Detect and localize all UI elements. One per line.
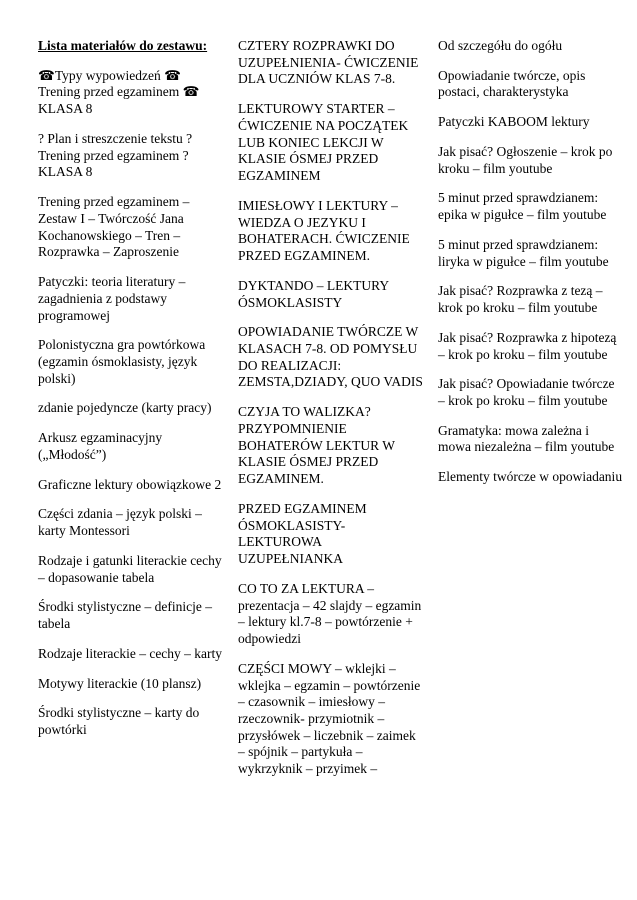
list-item: Jak pisać? Rozprawka z tezą – krok po kroku – film youtube <box>438 283 603 316</box>
list-item: LEKTUROWY STARTER – ĆWICZENIE NA POCZĄTEK LUB KONIEC LEKCJI W KLASIE ÓSMEJ PRZED EGZAMINEM <box>238 101 409 184</box>
list-item: CZYJA TO WALIZKA? PRZYPOMNIENIE BOHATERÓW LEKTUR W KLASIE ÓSMEJ PRZED EGZAMINEM. <box>238 404 395 487</box>
list-item: PRZED EGZAMINEM ÓSMOKLASISTY- LEKTUROWA UZUPEŁNIANKA <box>238 500 367 567</box>
column-right <box>438 38 624 880</box>
list-item: Od szczegółu do ogółu <box>438 38 563 53</box>
list-item: OPOWIADANIE TWÓRCZE W KLASACH 7-8. OD POMYSŁU DO REALIZACJI: ZEMSTA,DZIADY, QUO VADIS <box>238 324 423 390</box>
list-item: Arkusz egzaminacyjny („Młodość”) <box>38 430 163 462</box>
column-left <box>38 38 224 880</box>
list-title: Lista materiałów do zestawu: <box>38 38 208 53</box>
list-item: IMIESŁOWY I LEKTURY – WIEDZA O JEZYKU I BOHATERACH. ĆWICZENIE PRZED EGZAMINEM. <box>238 197 410 264</box>
list-item: Polonistyczna gra powtórkowa (egzamin ósmoklasisty, język polski) <box>38 337 206 386</box>
list-item: CZĘŚCI MOWY – wklejki – wklejka – egzamin – powtórzenie – czasownik – imiesłowy – rzeczownik- przymiotnik – przysłówek – liczebnik – zaimek – spójnik – partykuła – wykrzyknik – przyimek – <box>238 660 421 777</box>
column-middle <box>238 38 424 880</box>
list-item: Elementy twórcze w opowiadaniu <box>438 469 623 485</box>
list-item: Opowiadanie twórcze, opis postaci, charakterystyka <box>438 67 586 100</box>
list-item: 5 minut przed sprawdzianem: liryka w pigułce – film youtube <box>438 236 609 269</box>
list-item: Graficzne lektury obowiązkowe 2 <box>38 476 222 492</box>
list-item: Jak pisać? Opowiadanie twórcze – krok po kroku – film youtube <box>438 376 615 409</box>
list-item: ? Plan i streszczenie tekstu ? Trening przed egzaminem ? KLASA 8 <box>38 130 193 180</box>
list-item: ☎Typy wypowiedzeń ☎ Trening przed egzaminem ☎ KLASA 8 <box>38 67 200 117</box>
list-item: zdanie pojedyncze (karty pracy) <box>38 400 212 416</box>
list-item: CZTERY ROZPRAWKI DO UZUPEŁNIENIA- ĆWICZENIE DLA UCZNIÓW KLAS 7-8. <box>238 38 419 87</box>
list-item: Patyczki: teoria literatury – zagadnienia z podstawy programowej <box>38 274 186 323</box>
list-item: CO TO ZA LEKTURA – prezentacja – 42 slajdy – egzamin – lektury kl.7-8 – powtórzenie + odpowiedzi <box>238 580 422 647</box>
list-item: Rodzaje i gatunki literackie cechy – dopasowanie tabela <box>38 552 222 585</box>
list-item: Rodzaje literackie – cechy – karty <box>38 645 223 661</box>
list-item: DYKTANDO – LEKTURY ÓSMOKLASISTY <box>238 277 389 310</box>
list-item: 5 minut przed sprawdzianem: epika w pigułce – film youtube <box>438 190 607 223</box>
list-item: Środki stylistyczne – karty do powtórki <box>38 705 200 738</box>
list-item: Gramatyka: mowa zależna i mowa niezależna – film youtube <box>438 422 615 455</box>
list-item: Motywy literackie (10 plansz) <box>38 675 202 691</box>
list-item: Części zdania – język polski – karty Montessori <box>38 506 202 539</box>
list-item: Jak pisać? Rozprawka z hipotezą – krok po kroku – film youtube <box>438 329 617 362</box>
list-item: Jak pisać? Ogłoszenie – krok po kroku – film youtube <box>438 143 613 176</box>
list-item: Środki stylistyczne – definicje – tabela <box>38 599 212 632</box>
list-item: Patyczki KABOOM lektury <box>438 114 590 130</box>
list-item: Trening przed egzaminem – Zestaw I – Twórczość Jana Kochanowskiego – Tren – Rozprawka – Zaproszenie <box>38 194 190 260</box>
